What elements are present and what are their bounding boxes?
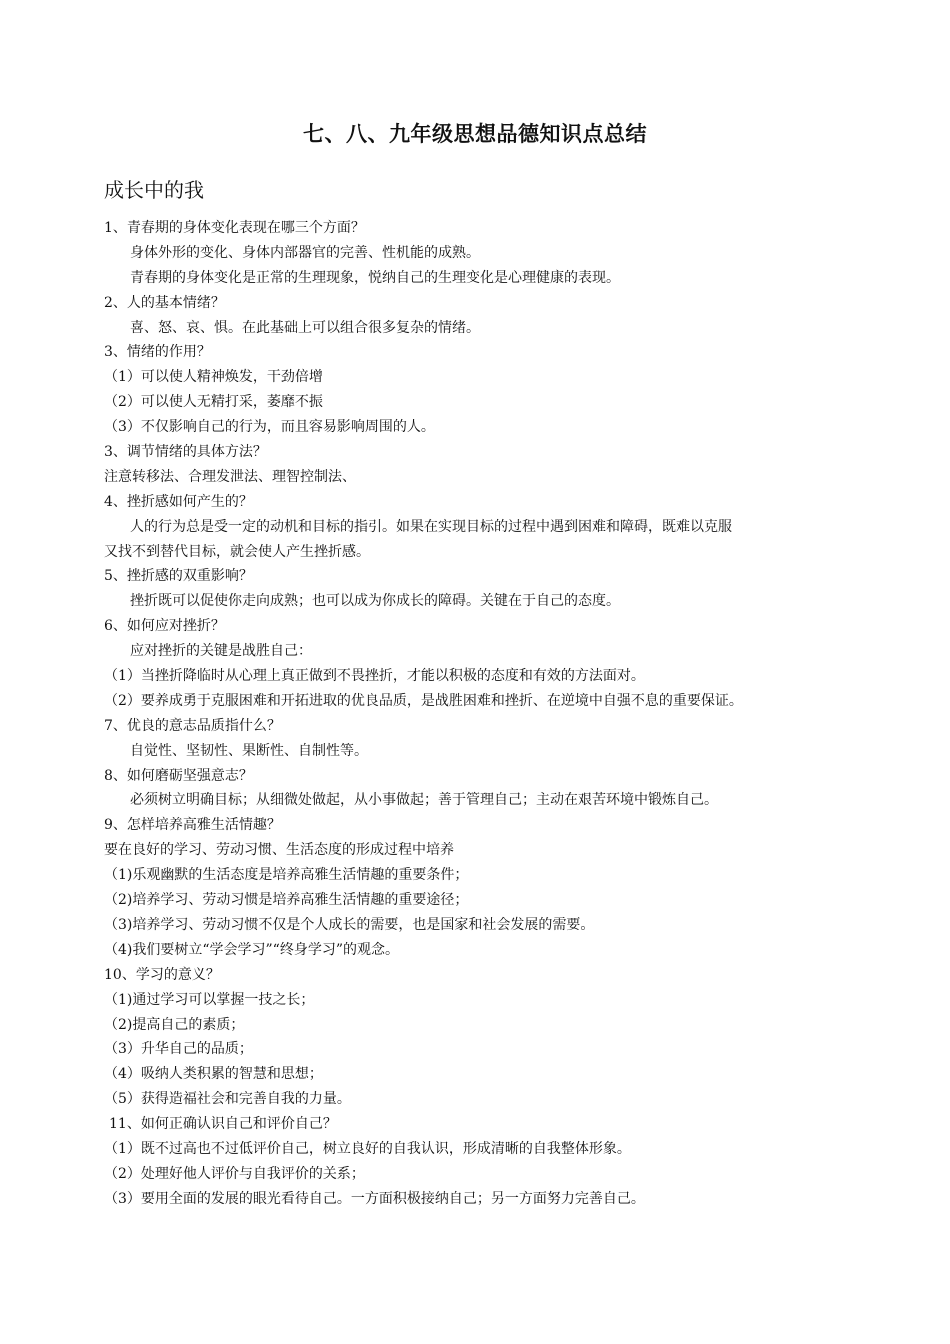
answer-text-continued: 又找不到替代目标，就会使人产生挫折感。 xyxy=(104,543,370,560)
list-item: （2)培养学习、劳动习惯是培养高雅生活情趣的重要途径； xyxy=(104,892,469,909)
list-item: （4)我们要树立“学会学习”“终身学习”的观念。 xyxy=(104,941,399,958)
question-6: 6、如何应对挫折？ xyxy=(104,618,225,635)
answer-text: 自觉性、坚韧性、果断性、自制性等。 xyxy=(130,742,368,759)
question-1: 1、青春期的身体变化表现在哪三个方面？ xyxy=(104,220,365,236)
list-item: （2）可以使人无精打采，萎靡不振 xyxy=(104,394,323,411)
question-8: 8、如何磨砺坚强意志？ xyxy=(104,767,253,784)
answer-text: 注意转移法、合理发泄法、理智控制法、 xyxy=(104,468,356,485)
section-heading: 成长中的我 xyxy=(104,178,204,202)
list-item: （1)乐观幽默的生活态度是培养高雅生活情趣的重要条件； xyxy=(104,867,469,884)
question-3b: 3、调节情绪的具体方法？ xyxy=(104,444,267,461)
question-11: 11、如何正确认识自己和评价自己？ xyxy=(109,1116,337,1133)
answer-text: 身体外形的变化、身体内部器官的完善、性机能的成熟。 xyxy=(130,244,480,261)
answer-text: 应对挫折的关键是战胜自己： xyxy=(130,643,312,660)
document-title: 七、八、九年级思想品德知识点总结 xyxy=(303,122,647,146)
answer-text: 青春期的身体变化是正常的生理现象，悦纳自己的生理变化是心理健康的表现。 xyxy=(130,269,620,286)
list-item: （3）不仅影响自己的行为，而且容易影响周围的人。 xyxy=(104,419,435,436)
answer-text: 要在良好的学习、劳动习惯、生活态度的形成过程中培养 xyxy=(104,842,454,859)
answer-text: 必须树立明确目标；从细微处做起，从小事做起；善于管理自己；主动在艰苦环境中锻炼自己。 xyxy=(130,792,718,809)
list-item: （1）既不过高也不过低评价自己，树立良好的自我认识，形成清晰的自我整体形象。 xyxy=(104,1140,631,1157)
answer-text: 人的行为总是受一定的动机和目标的指引。如果在实现目标的过程中遇到困难和障碍，既难以克服 xyxy=(130,518,732,535)
question-7: 7、优良的意志品质指什么？ xyxy=(104,717,281,734)
question-3: 3、情绪的作用？ xyxy=(104,344,211,361)
list-item: （2）处理好他人评价与自我评价的关系； xyxy=(104,1165,365,1182)
list-item: （2）要养成勇于克服困难和开拓进取的优良品质，是战胜困难和挫折、在逆境中自强不息的重要保证。 xyxy=(104,692,743,709)
list-item: （1）当挫折降临时从心理上真正做到不畏挫折，才能以积极的态度和有效的方法面对。 xyxy=(104,668,645,685)
question-5: 5、挫折感的双重影响？ xyxy=(104,568,253,585)
document-body xyxy=(104,216,864,1212)
list-item: （3）要用全面的发展的眼光看待自己。一方面积极接纳自己；另一方面努力完善自己。 xyxy=(104,1190,645,1207)
question-10: 10、学习的意义？ xyxy=(104,966,220,983)
question-4: 4、挫折感如何产生的？ xyxy=(104,493,253,510)
list-item: （1)通过学习可以掌握一技之长； xyxy=(104,991,315,1008)
list-item: （3)培养学习、劳动习惯不仅是个人成长的需要，也是国家和社会发展的需要。 xyxy=(104,916,595,933)
list-item: （3）升华自己的品质； xyxy=(104,1041,253,1058)
list-item: （2)提高自己的素质； xyxy=(104,1016,245,1033)
answer-text: 挫折既可以促使你走向成熟；也可以成为你成长的障碍。关键在于自己的态度。 xyxy=(130,593,620,610)
question-9: 9、怎样培养高雅生活情趣？ xyxy=(104,817,281,834)
list-item: （4）吸纳人类积累的智慧和思想； xyxy=(104,1066,323,1083)
list-item: （5）获得造福社会和完善自我的力量。 xyxy=(104,1091,351,1108)
question-2: 2、人的基本情绪？ xyxy=(104,294,225,311)
list-item: （1）可以使人精神焕发，干劲倍增 xyxy=(104,369,323,386)
answer-text: 喜、怒、哀、惧。在此基础上可以组合很多复杂的情绪。 xyxy=(130,319,480,336)
